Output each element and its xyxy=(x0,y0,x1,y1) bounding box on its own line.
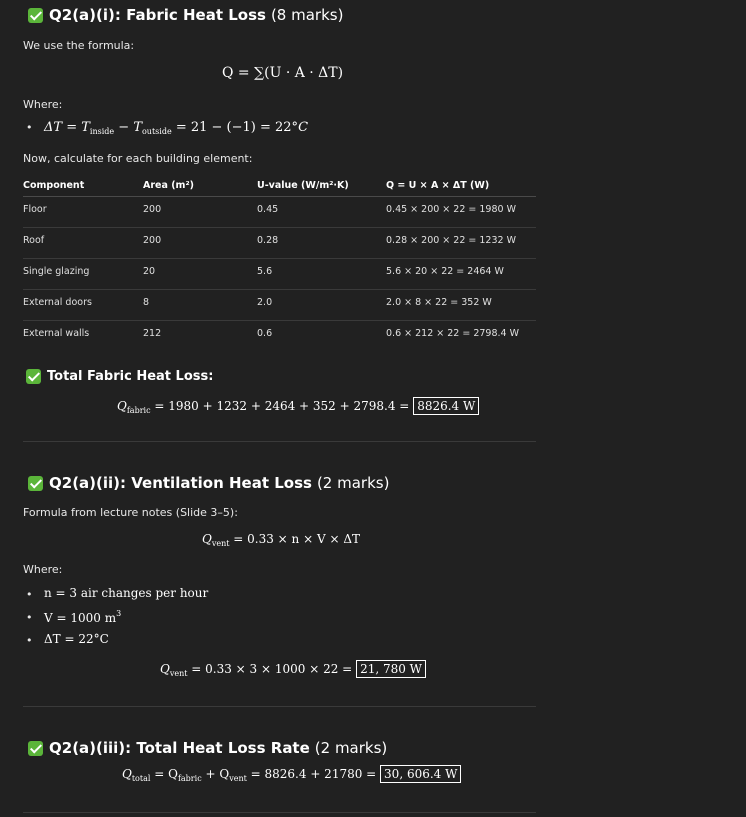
bullet-v xyxy=(44,609,121,625)
table-cell: 2.0 × 8 × 22 = 352 W xyxy=(386,297,492,308)
v-text: V = 1000 m xyxy=(44,611,117,625)
table-cell: 5.6 xyxy=(257,266,273,277)
heading-title: Q2(a)(iii): Total Heat Loss Rate xyxy=(49,739,310,757)
ventilation-result-equation xyxy=(160,662,426,678)
table-cell: 0.6 xyxy=(257,328,273,339)
section-heading-ventilation xyxy=(28,474,389,492)
bullet-dot: • xyxy=(26,121,33,134)
table-cell: 212 xyxy=(143,328,162,339)
divider xyxy=(23,706,536,707)
q-subscript: vent xyxy=(211,539,230,548)
table-cell: 200 xyxy=(143,235,162,246)
boxed-result: 8826.4 W xyxy=(413,397,479,415)
q-subscript: vent xyxy=(229,774,247,783)
table-row xyxy=(23,259,536,290)
total-fabric-heading xyxy=(26,369,213,384)
bullet-dot: • xyxy=(26,611,33,624)
q-subscript: fabric xyxy=(177,774,202,783)
check-icon xyxy=(28,476,43,491)
q-symbol: Q xyxy=(202,532,212,546)
q-subscript: vent xyxy=(169,669,188,678)
table-cell: Single glazing xyxy=(23,266,90,277)
v-superscript: 3 xyxy=(116,609,122,618)
heading-marks: (8 marks) xyxy=(270,6,344,24)
table-header-row xyxy=(23,176,536,197)
total-heat-loss-equation xyxy=(122,767,461,783)
table-row xyxy=(23,228,536,259)
table-header: U-value (W/m²·K) xyxy=(257,180,349,191)
heading-title: Q2(a)(i): Fabric Heat Loss xyxy=(49,6,266,24)
table-cell: External walls xyxy=(23,328,90,339)
q-symbol: Q xyxy=(117,399,127,413)
formula-rest: = 0.33 × n × V × ΔT xyxy=(229,532,360,546)
table-row xyxy=(23,290,536,321)
table-cell: 0.28 xyxy=(257,235,279,246)
heading-marks: (2 marks) xyxy=(316,474,390,492)
table-cell: 20 xyxy=(143,266,156,277)
where-label: Where: xyxy=(23,98,63,111)
equation-expression: = 1980 + 1232 + 2464 + 352 + 2798.4 = xyxy=(150,399,414,413)
table-cell: 0.45 xyxy=(257,204,279,215)
bullet-n: n = 3 air changes per hour xyxy=(44,586,209,600)
heading-title: Q2(a)(ii): Ventilation Heat Loss xyxy=(49,474,312,492)
bullet-delta-t: ΔT = 22°C xyxy=(44,632,109,646)
calc-intro: Now, calculate for each building element: xyxy=(23,152,253,165)
table-row xyxy=(23,197,536,228)
q-subscript: total xyxy=(131,774,151,783)
main-formula: Q = ∑(U · A · ΔT) xyxy=(222,65,344,81)
table-cell: Roof xyxy=(23,235,45,246)
equation-expression: = 0.33 × 3 × 1000 × 22 = xyxy=(187,662,357,676)
total-fabric-title: Total Fabric Heat Loss: xyxy=(47,369,214,384)
check-icon xyxy=(26,369,41,384)
table-cell: 0.28 × 200 × 22 = 1232 W xyxy=(386,235,516,246)
boxed-result: 21, 780 W xyxy=(356,660,426,678)
where-label: Where: xyxy=(23,563,63,576)
divider xyxy=(23,812,536,813)
table-row xyxy=(23,321,536,351)
bullet-dot: • xyxy=(26,588,33,601)
section-heading-fabric xyxy=(28,6,343,24)
table-header: Area (m²) xyxy=(143,180,194,191)
components-table xyxy=(23,176,536,351)
table-cell: External doors xyxy=(23,297,92,308)
table-cell: 2.0 xyxy=(257,297,273,308)
table-cell: 0.45 × 200 × 22 = 1980 W xyxy=(386,204,516,215)
section-heading-total xyxy=(28,739,387,757)
q-symbol: Q xyxy=(160,662,170,676)
equation-part: = Q xyxy=(150,767,178,781)
ventilation-intro: Formula from lecture notes (Slide 3–5): xyxy=(23,506,238,519)
ventilation-formula xyxy=(202,532,360,548)
table-cell: Floor xyxy=(23,204,47,215)
table-header: Q = U × A × ΔT (W) xyxy=(386,180,490,191)
table-cell: 8 xyxy=(143,297,150,308)
equation-part: + Q xyxy=(201,767,230,781)
total-fabric-equation xyxy=(117,399,479,415)
table-header: Component xyxy=(23,180,85,191)
q-symbol: Q xyxy=(122,767,132,781)
bullet-dot: • xyxy=(26,634,33,647)
formula-intro: We use the formula: xyxy=(23,39,135,52)
equation-expression: = 8826.4 + 21780 = xyxy=(246,767,381,781)
check-icon xyxy=(28,741,43,756)
heading-marks: (2 marks) xyxy=(314,739,388,757)
divider xyxy=(23,441,536,442)
delta-t-definition: $\Delta T = T_{inside} - T_{outside} = 21 - (-1) = 22^\circ C$ xyxy=(44,120,309,136)
table-cell: 0.6 × 212 × 22 = 2798.4 W xyxy=(386,328,519,339)
check-icon xyxy=(28,8,43,23)
table-cell: 200 xyxy=(143,204,162,215)
boxed-result: 30, 606.4 W xyxy=(380,765,461,783)
q-subscript: fabric xyxy=(126,406,151,415)
table-cell: 5.6 × 20 × 22 = 2464 W xyxy=(386,266,504,277)
